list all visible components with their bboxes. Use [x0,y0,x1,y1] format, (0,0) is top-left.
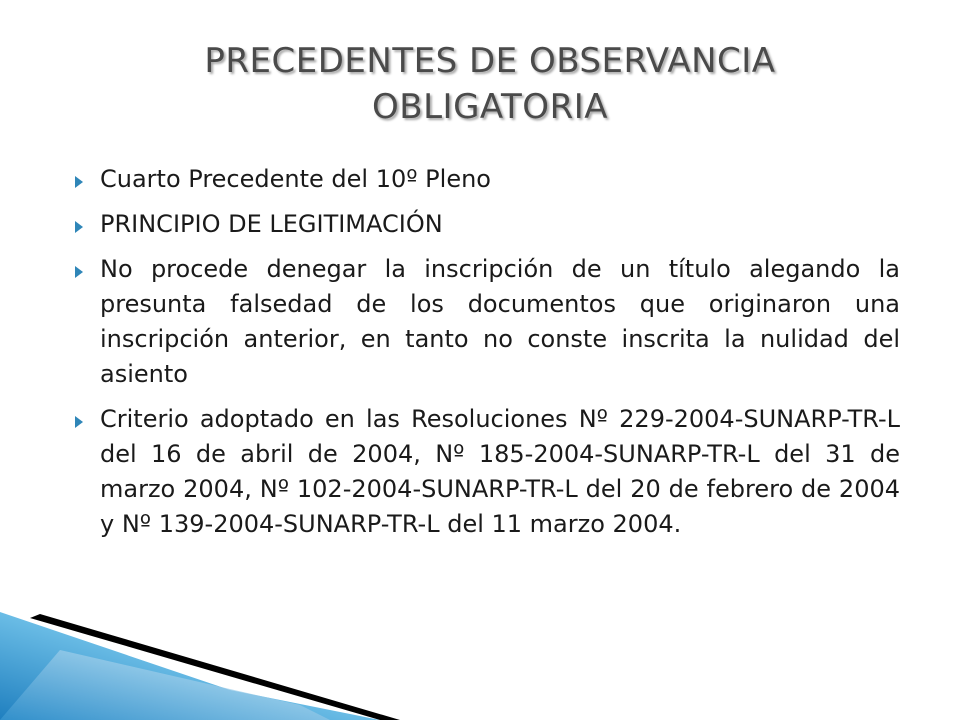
bullet-list [70,162,900,552]
bullet-arrow-icon [75,221,83,233]
bullet-item [70,402,900,542]
corner-decoration [0,610,400,720]
bullet-arrow-icon [75,266,83,278]
bullet-arrow-icon [75,176,83,188]
bullet-arrow-icon [75,416,83,428]
bullet-text: No procede denegar la inscripción de un título alegando la presunta falsedad de los documentos que originaron una inscripción anterior, en tanto no conste inscrita la nulidad del asiento [100,255,900,388]
bullet-text: Cuarto Precedente del 10º Pleno [100,165,491,193]
bullet-text: Criterio adoptado en las Resoluciones Nº 229-2004-SUNARP-TR-L del 16 de abril de 2004, Nº 185-2004-SUNARP-TR-L del 31 de marzo 2004, Nº 102-2004-SUNARP-TR-L del 20 de febrero de 2004 y Nº 139-2004-SUNARP-TR-L del 11 marzo 2004. [100,405,900,538]
bullet-text: PRINCIPIO DE LEGITIMACIÓN [100,210,443,238]
slide-title: PRECEDENTES DE OBSERVANCIA OBLIGATORIA [204,41,776,127]
bullet-item [70,252,900,392]
bullet-item [70,207,900,242]
bullet-item [70,162,900,197]
